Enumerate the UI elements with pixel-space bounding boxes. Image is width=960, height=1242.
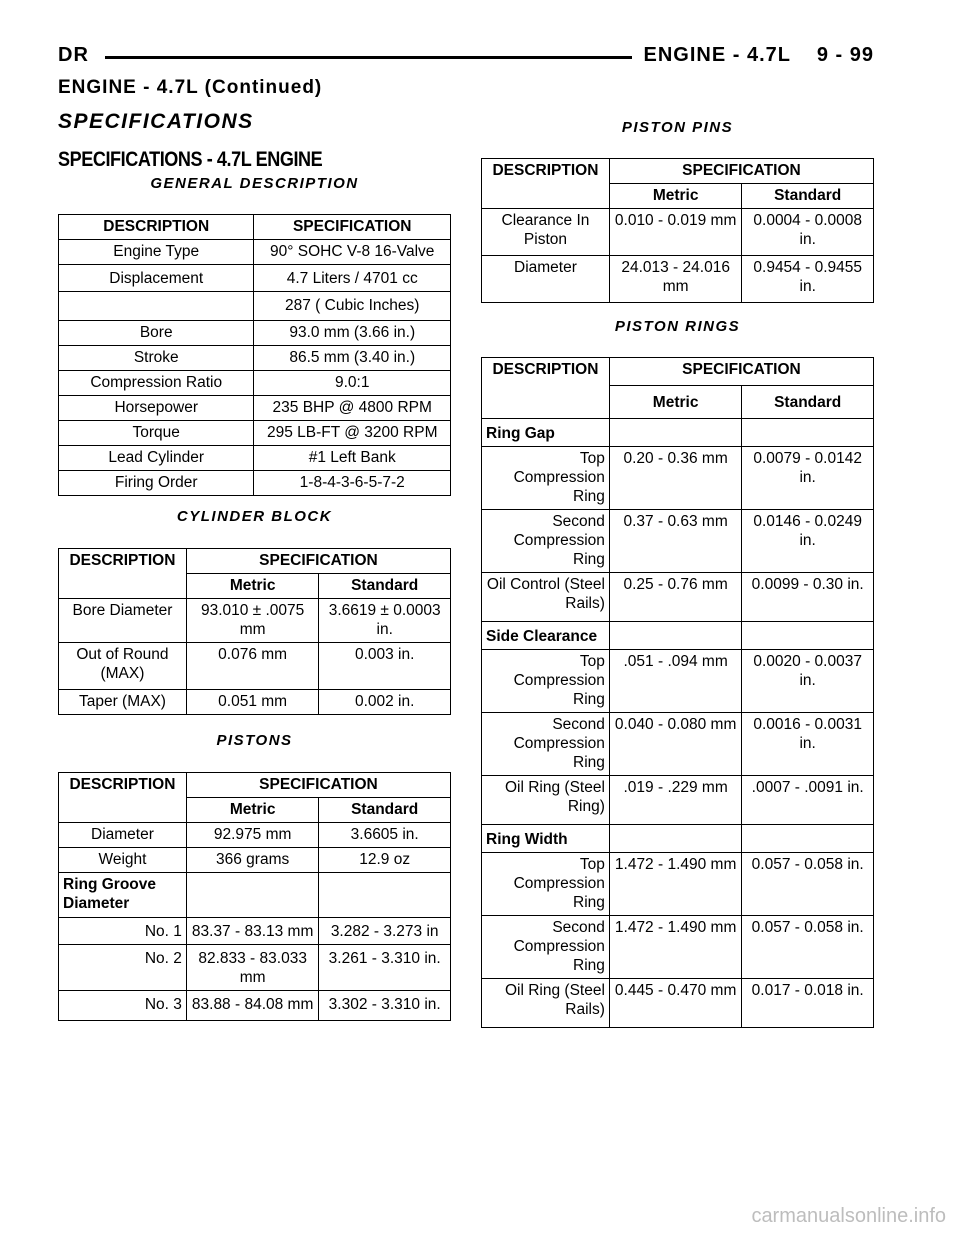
group-title: Ring Width <box>482 825 610 853</box>
table-row <box>59 918 451 945</box>
cell: 0.0099 - 0.30 in. <box>742 573 874 622</box>
cell: .019 - .229 mm <box>609 776 741 825</box>
table-row <box>482 622 874 650</box>
cell: #1 Left Bank <box>254 446 451 471</box>
cell: 9.0:1 <box>254 371 451 396</box>
cell: Horsepower <box>59 396 254 421</box>
piston-rings-table <box>481 357 874 1028</box>
table-row <box>59 599 451 643</box>
subsection-title: SPECIFICATIONS - 4.7L ENGINE <box>58 148 323 171</box>
cell-blank <box>609 622 741 650</box>
table-row <box>59 371 451 396</box>
general-description-table <box>58 214 451 496</box>
table-row <box>59 991 451 1021</box>
cell-blank <box>609 825 741 853</box>
cylinder-block-caption: CYLINDER BLOCK <box>176 508 333 525</box>
table-row <box>482 776 874 825</box>
col-header: Standard <box>319 798 451 823</box>
cell: Out of Round (MAX) <box>59 643 187 690</box>
cell: 0.010 - 0.019 mm <box>609 209 741 256</box>
cell: Top Compression Ring <box>482 447 610 510</box>
table-row <box>59 945 451 991</box>
table-row <box>59 471 451 496</box>
header-rule <box>105 56 632 59</box>
cell: Oil Ring (Steel Ring) <box>482 776 610 825</box>
cell: Compression Ratio <box>59 371 254 396</box>
table-row <box>59 643 451 690</box>
cell: 0.0016 - 0.0031 in. <box>742 713 874 776</box>
cell: 3.6619 ± 0.0003 in. <box>319 599 451 643</box>
table-row <box>59 848 451 873</box>
section-title: SPECIFICATIONS <box>58 110 254 133</box>
cell: 0.0020 - 0.0037 in. <box>742 650 874 713</box>
cell: Bore Diameter <box>59 599 187 643</box>
cell-blank <box>609 419 741 447</box>
cell: 0.076 mm <box>186 643 318 690</box>
table-row <box>482 419 874 447</box>
cell: 0.051 mm <box>186 690 318 715</box>
table-row <box>59 873 451 918</box>
cell: 86.5 mm (3.40 in.) <box>254 346 451 371</box>
group-title: Ring Groove Diameter <box>59 873 187 918</box>
cell: 0.37 - 0.63 mm <box>609 510 741 573</box>
cell: 93.010 ± .0075 mm <box>186 599 318 643</box>
cell: Engine Type <box>59 240 254 265</box>
cell: 0.0146 - 0.0249 in. <box>742 510 874 573</box>
table-row <box>59 690 451 715</box>
cell: 0.0079 - 0.0142 in. <box>742 447 874 510</box>
cell: 4.7 Liters / 4701 cc <box>254 265 451 292</box>
pistons-table <box>58 772 451 1021</box>
cell-blank <box>742 622 874 650</box>
table-row <box>482 209 874 256</box>
cell: Stroke <box>59 346 254 371</box>
cell: Weight <box>59 848 187 873</box>
cell: 3.302 - 3.310 in. <box>319 991 451 1021</box>
col-header: DESCRIPTION <box>59 773 187 798</box>
page-header-left: DR <box>58 44 89 66</box>
col-header: SPECIFICATION <box>609 358 873 386</box>
cell: 0.017 - 0.018 in. <box>742 979 874 1028</box>
table-row <box>59 421 451 446</box>
cell: .051 - .094 mm <box>609 650 741 713</box>
cell: Second Compression Ring <box>482 713 610 776</box>
table-row <box>482 713 874 776</box>
col-header: SPECIFICATION <box>186 549 450 574</box>
cell: Taper (MAX) <box>59 690 187 715</box>
table-row <box>482 510 874 573</box>
cell: 1.472 - 1.490 mm <box>609 916 741 979</box>
continued-title: ENGINE - 4.7L (Continued) <box>58 77 323 98</box>
cell: 0.9454 - 0.9455 in. <box>742 256 874 303</box>
table-row <box>482 916 874 979</box>
cell-blank <box>319 873 451 918</box>
cell: 295 LB-FT @ 3200 RPM <box>254 421 451 446</box>
cell: 0.002 in. <box>319 690 451 715</box>
col-header-blank <box>482 184 610 209</box>
table-row <box>482 853 874 916</box>
table-row <box>482 650 874 713</box>
cell <box>59 292 254 321</box>
cell-blank <box>742 419 874 447</box>
cell: Displacement <box>59 265 254 292</box>
cell: 0.0004 - 0.0008 in. <box>742 209 874 256</box>
col-header: Metric <box>186 798 318 823</box>
cell: 92.975 mm <box>186 823 318 848</box>
watermark: carmanualsonline.info <box>751 1205 946 1227</box>
table-row <box>482 825 874 853</box>
col-header: DESCRIPTION <box>59 215 254 240</box>
col-header-blank <box>59 798 187 823</box>
cell: .0007 - .0091 in. <box>742 776 874 825</box>
cell: 83.37 - 83.13 mm <box>186 918 318 945</box>
table-row <box>59 446 451 471</box>
table-row <box>59 240 451 265</box>
col-header: Metric <box>186 574 318 599</box>
cell: 3.6605 in. <box>319 823 451 848</box>
cell: Diameter <box>482 256 610 303</box>
group-title: Side Clearance <box>482 622 610 650</box>
col-header: SPECIFICATION <box>186 773 450 798</box>
col-header: Standard <box>742 386 874 419</box>
cell: 0.20 - 0.36 mm <box>609 447 741 510</box>
cell: No. 1 <box>59 918 187 945</box>
col-header: SPECIFICATION <box>254 215 451 240</box>
col-header-blank <box>482 386 610 419</box>
table-row <box>59 321 451 346</box>
cell: 3.261 - 3.310 in. <box>319 945 451 991</box>
piston-pins-table <box>481 158 874 303</box>
cell: 0.003 in. <box>319 643 451 690</box>
table-row <box>59 346 451 371</box>
cell-blank <box>742 825 874 853</box>
cell: Bore <box>59 321 254 346</box>
cell: Oil Control (Steel Rails) <box>482 573 610 622</box>
cell: Clearance In Piston <box>482 209 610 256</box>
cell: 287 ( Cubic Inches) <box>254 292 451 321</box>
col-header: DESCRIPTION <box>482 159 610 184</box>
cell: Top Compression Ring <box>482 650 610 713</box>
table-row <box>482 447 874 510</box>
table-row <box>59 292 451 321</box>
cell-blank <box>186 873 318 918</box>
cell: No. 2 <box>59 945 187 991</box>
cell: Firing Order <box>59 471 254 496</box>
table-row <box>59 823 451 848</box>
cell: 90° SOHC V-8 16-Valve <box>254 240 451 265</box>
cell: 83.88 - 84.08 mm <box>186 991 318 1021</box>
table-row <box>482 573 874 622</box>
col-header-blank <box>59 574 187 599</box>
cell: 0.057 - 0.058 in. <box>742 916 874 979</box>
page-header-right: ENGINE - 4.7L 9 - 99 <box>643 44 874 66</box>
cell: 82.833 - 83.033 mm <box>186 945 318 991</box>
cell: 0.445 - 0.470 mm <box>609 979 741 1028</box>
cell: Torque <box>59 421 254 446</box>
table-row <box>482 256 874 303</box>
table-row <box>482 979 874 1028</box>
col-header: SPECIFICATION <box>609 159 873 184</box>
piston-rings-caption: PISTON RINGS <box>614 318 741 335</box>
col-header: Standard <box>319 574 451 599</box>
col-header: Standard <box>742 184 874 209</box>
col-header: DESCRIPTION <box>59 549 187 574</box>
cell: 93.0 mm (3.66 in.) <box>254 321 451 346</box>
cell: 0.25 - 0.76 mm <box>609 573 741 622</box>
cylinder-block-table <box>58 548 451 715</box>
col-header: Metric <box>609 184 741 209</box>
pistons-caption: PISTONS <box>216 732 293 749</box>
cell: Oil Ring (Steel Rails) <box>482 979 610 1028</box>
cell: 24.013 - 24.016 mm <box>609 256 741 303</box>
cell: Top Compression Ring <box>482 853 610 916</box>
col-header: Metric <box>609 386 741 419</box>
cell: 0.057 - 0.058 in. <box>742 853 874 916</box>
cell: Second Compression Ring <box>482 510 610 573</box>
cell: 366 grams <box>186 848 318 873</box>
cell: 235 BHP @ 4800 RPM <box>254 396 451 421</box>
table-row <box>59 265 451 292</box>
group-title: Ring Gap <box>482 419 610 447</box>
cell: Diameter <box>59 823 187 848</box>
cell: 0.040 - 0.080 mm <box>609 713 741 776</box>
cell: Lead Cylinder <box>59 446 254 471</box>
cell: 1.472 - 1.490 mm <box>609 853 741 916</box>
table-row <box>59 396 451 421</box>
cell: Second Compression Ring <box>482 916 610 979</box>
cell: No. 3 <box>59 991 187 1021</box>
cell: 1-8-4-3-6-5-7-2 <box>254 471 451 496</box>
col-header: DESCRIPTION <box>482 358 610 386</box>
cell: 12.9 oz <box>319 848 451 873</box>
cell: 3.282 - 3.273 in <box>319 918 451 945</box>
piston-pins-caption: PISTON PINS <box>621 119 734 136</box>
general-description-caption: GENERAL DESCRIPTION <box>150 175 359 192</box>
